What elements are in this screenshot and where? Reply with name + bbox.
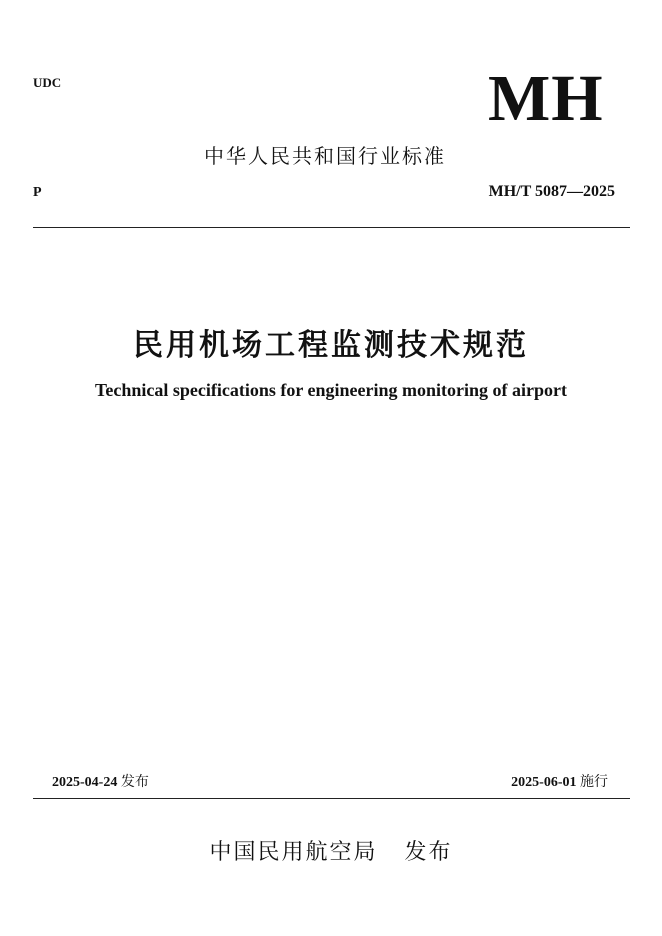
issue-date: 2025-04-24 (52, 775, 118, 790)
issue-label: 发布 (120, 774, 149, 790)
category-code: P (33, 185, 42, 200)
udc-label: UDC (33, 75, 62, 90)
issuer-line (0, 835, 662, 866)
standard-type-heading: 中华人民共和国行业标准 (204, 144, 446, 168)
issue-date-line (52, 771, 149, 791)
issuer-action: 发布 (404, 840, 453, 865)
top-divider (33, 227, 630, 228)
implementation-date-line (511, 771, 608, 791)
issuer-name: 中国民用航空局 (209, 840, 378, 865)
document-title-chinese: 民用机场工程监测技术规范 (133, 328, 529, 363)
implementation-label: 施行 (580, 774, 608, 790)
mh-logo: MH (488, 62, 604, 135)
standard-number: MH/T 5087—2025 (488, 183, 615, 200)
document-title-english: Technical specifications for engineering monitoring of airport (95, 380, 567, 400)
bottom-divider (33, 798, 630, 799)
implementation-date: 2025-06-01 (511, 775, 577, 790)
